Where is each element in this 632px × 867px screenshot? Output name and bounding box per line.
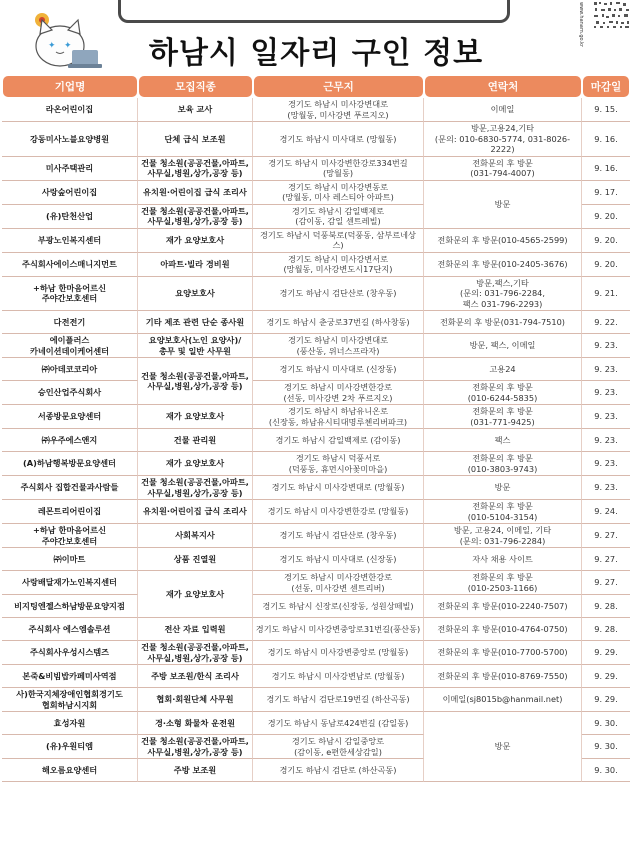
cell-location: 경기도 하남시 미사강변서로 (망월동, 미사강변도시17단지) <box>253 253 424 277</box>
table-row <box>2 429 630 452</box>
cell-deadline: 9. 23. <box>582 405 630 429</box>
cell-contact: 전화문의 후 방문(010-2405-3676) <box>424 253 582 277</box>
cell-company: 라온어린이집 <box>2 98 138 122</box>
cell-deadline: 9. 28. <box>582 618 630 641</box>
cell-location: 경기도 하남시 검단로19번길 (하산곡동) <box>253 688 424 712</box>
column-header-company: 기업명 <box>2 75 138 98</box>
table-row <box>2 229 630 253</box>
column-header-location: 근무지 <box>253 75 424 98</box>
cell-position: 요양보호사 <box>138 277 253 312</box>
cell-position: 재가 요양보호사 <box>138 229 253 253</box>
cell-location: 경기도 하남시 검단로 (하산곡동) <box>253 759 424 782</box>
cell-deadline: 9. 30. <box>582 759 630 782</box>
table-row <box>2 452 630 476</box>
cell-contact: 방문,고용24,기타 (문의: 010-6830-5774, 031-8026-2222) <box>424 122 582 157</box>
cell-contact: 전화문의 후 방문 (031-771-9425) <box>424 405 582 429</box>
cell-deadline: 9. 27. <box>582 548 630 571</box>
cell-position: 사회복지사 <box>138 524 253 548</box>
cell-deadline: 9. 17. <box>582 181 630 205</box>
cell-company: 레몬트리어린이집 <box>2 500 138 524</box>
cell-deadline: 9. 23. <box>582 381 630 405</box>
cell-position: 유치원·어린이집 급식 조리사 <box>138 181 253 205</box>
cell-position: 단체 급식 보조원 <box>138 122 253 157</box>
table-row <box>2 548 630 571</box>
cell-contact: 고용24 <box>424 358 582 381</box>
cell-deadline: 9. 21. <box>582 277 630 312</box>
table-row <box>2 500 630 524</box>
cell-deadline: 9. 29. <box>582 688 630 712</box>
cell-company: 주식회사 집합건물과사람들 <box>2 476 138 500</box>
cell-contact: 전화문의 후 방문(010-7700-5700) <box>424 641 582 665</box>
cell-position: 건물 관리원 <box>138 429 253 452</box>
table-row <box>2 334 630 358</box>
cell-location: 경기도 하남시 감일백제로 (감이동, 감일 센트레빌) <box>253 205 424 229</box>
cell-company: 해오름요양센터 <box>2 759 138 782</box>
table-row <box>2 641 630 665</box>
cell-location: 경기도 하남시 미사대로 (신장동) <box>253 358 424 381</box>
table-row <box>2 595 630 618</box>
cell-contact: 전화문의 후 방문 (010-5104-3154) <box>424 500 582 524</box>
cell-position: 건물 청소원(공공건물,아파트, 사무실,병원,상가,공장 등) <box>138 205 253 229</box>
cell-contact: 전화문의 후 방문 (010-2503-1166) <box>424 571 582 595</box>
cell-location: 경기도 하남시 미사강변한강로 (망월동) <box>253 500 424 524</box>
cell-position: 건물 청소원(공공건물,아파트, 사무실,병원,상가,공장 등) <box>138 476 253 500</box>
cell-position: 건물 청소원(공공건물,아파트, 사무실,병원,상가,공장 등) <box>138 157 253 181</box>
cell-deadline: 9. 20. <box>582 253 630 277</box>
cell-contact: 전화문의 후 방문(010-4764-0750) <box>424 618 582 641</box>
cell-contact: 전화문의 후 방문 (031-794-4007) <box>424 157 582 181</box>
cell-contact: 전화문의 후 방문(031-794-7510) <box>424 311 582 334</box>
cell-position: 경·소형 화물차 운전원 <box>138 712 253 735</box>
table-row <box>2 358 630 381</box>
cell-company: 효성자원 <box>2 712 138 735</box>
cell-deadline: 9. 30. <box>582 712 630 735</box>
cell-company: +하남 한마음어르신 주야간보호센터 <box>2 277 138 312</box>
cell-deadline: 9. 29. <box>582 665 630 688</box>
cell-contact: 전화문의 후 방문(010-2240-7507) <box>424 595 582 618</box>
cell-position: 주방 보조원/한식 조리사 <box>138 665 253 688</box>
cell-deadline: 9. 23. <box>582 452 630 476</box>
table-row <box>2 381 630 405</box>
cell-deadline: 9. 16. <box>582 157 630 181</box>
cell-contact: 방문, 팩스, 이메일 <box>424 334 582 358</box>
cell-position: 건물 청소원(공공건물,아파트, 사무실,병원,상가,공장 등) <box>138 641 253 665</box>
cell-position: 재가 요양보호사 <box>138 571 253 618</box>
cell-location: 경기도 하남시 미사강변남로 (망월동) <box>253 665 424 688</box>
cell-deadline: 9. 27. <box>582 571 630 595</box>
table-row <box>2 571 630 595</box>
svg-text:✦: ✦ <box>48 41 56 51</box>
table-row <box>2 253 630 277</box>
cell-company: 사랑숲어린이집 <box>2 181 138 205</box>
cell-company: +하남 한마음어르신 주야간보호센터 <box>2 524 138 548</box>
cell-contact: 전화문의 후 방문(010-4565-2599) <box>424 229 582 253</box>
table-row <box>2 181 630 205</box>
cell-contact: 이메일(sj8015b@hanmail.net) <box>424 688 582 712</box>
cell-position: 아파트·빌라 경비원 <box>138 253 253 277</box>
cell-location: 경기도 하남시 감일중앙로 (감이동, e편한세상감일) <box>253 735 424 759</box>
cell-company: 주식회사에이스매니지먼트 <box>2 253 138 277</box>
cell-location: 경기도 하남시 미사강변한강로334번길 (망월동) <box>253 157 424 181</box>
qr-code-icon <box>592 0 632 30</box>
cell-location: 경기도 하남시 미사강변중앙로 (망월동) <box>253 641 424 665</box>
cell-company: (A)하남행복방문요양센터 <box>2 452 138 476</box>
cell-position: 건물 청소원(공공건물,아파트, 사무실,병원,상가,공장 등) <box>138 358 253 405</box>
cell-deadline: 9. 23. <box>582 429 630 452</box>
cell-company: 주식회사우성시스템즈 <box>2 641 138 665</box>
cell-location: 경기도 하남시 미사강변대로 (망월동, 미사강변 푸르지오) <box>253 98 424 122</box>
cell-deadline: 9. 15. <box>582 98 630 122</box>
cell-deadline: 9. 28. <box>582 595 630 618</box>
cell-company: 주식회사 에스엠솔루션 <box>2 618 138 641</box>
cell-company: 미사주택관리 <box>2 157 138 181</box>
cell-position: 건물 청소원(공공건물,아파트, 사무실,병원,상가,공장 등) <box>138 735 253 759</box>
cell-company: 강동미사노블요양병원 <box>2 122 138 157</box>
cell-location: 경기도 하남시 검단산로 (창우동) <box>253 524 424 548</box>
cell-location: 경기도 하남시 미사강변대로 (망월동) <box>253 476 424 500</box>
cell-position: 전산 자료 입력원 <box>138 618 253 641</box>
table-row <box>2 98 630 122</box>
cell-deadline: 9. 23. <box>582 476 630 500</box>
cell-contact: 자사 채용 사이트 <box>424 548 582 571</box>
cell-position: 요양보호사(노인 요양사)/ 총무 및 일반 사무원 <box>138 334 253 358</box>
cell-location: 경기도 하남시 미사강변동로 (망월동, 미사 레스티아 아파트) <box>253 181 424 205</box>
cell-contact: 이메일 <box>424 98 582 122</box>
table-row <box>2 122 630 157</box>
cell-company: ㈜이마트 <box>2 548 138 571</box>
header-tab-shape <box>118 0 510 23</box>
cell-location: 경기도 하남시 신장로(신장동, 성원상떼빌) <box>253 595 424 618</box>
cell-position: 상품 진열원 <box>138 548 253 571</box>
side-url-text: www.hanam.go.kr <box>578 2 584 48</box>
cell-deadline: 9. 27. <box>582 524 630 548</box>
cell-deadline: 9. 23. <box>582 358 630 381</box>
cell-position: 협회·회원단체 사무원 <box>138 688 253 712</box>
cell-position: 주방 보조원 <box>138 759 253 782</box>
cell-position: 기타 제조 관련 단순 종사원 <box>138 311 253 334</box>
cell-contact: 방문,팩스,기타 (문의: 031-796-2284, 팩스 031-796-2293) <box>424 277 582 312</box>
column-header-contact: 연락처 <box>424 75 582 98</box>
cell-company: ㈜아데코코리아 <box>2 358 138 381</box>
table-row <box>2 157 630 181</box>
cell-deadline: 9. 23. <box>582 334 630 358</box>
cell-company: 사)한국지체장애인협회경기도 협회하남시지회 <box>2 688 138 712</box>
svg-text:✦: ✦ <box>64 41 72 51</box>
cell-location: 경기도 하남시 덕풍서로 (덕풍동, 휴먼시아꽃미마을) <box>253 452 424 476</box>
cell-position: 재가 요양보호사 <box>138 405 253 429</box>
cell-contact: 방문 <box>424 181 582 229</box>
table-body <box>2 98 630 782</box>
cell-location: 경기도 하남시 덕풍북로(덕풍동, 삼부르네상스) <box>253 229 424 253</box>
table-row <box>2 476 630 500</box>
cell-location: 경기도 하남시 미사대로 (신장동) <box>253 548 424 571</box>
cell-deadline: 9. 22. <box>582 311 630 334</box>
cell-contact: 방문 <box>424 712 582 782</box>
cell-location: 경기도 하남시 동남로424번길 (감일동) <box>253 712 424 735</box>
job-listings-table <box>2 75 630 782</box>
table-row <box>2 688 630 712</box>
cell-company: ㈜우주에스앤지 <box>2 429 138 452</box>
cell-company: (유)우원티엠 <box>2 735 138 759</box>
cell-contact: 방문 <box>424 476 582 500</box>
cell-location: 경기도 하남시 검단산로 (창우동) <box>253 277 424 312</box>
cell-position: 유치원·어린이집 급식 조리사 <box>138 500 253 524</box>
cell-company: 에이플러스 카네이션데이케어센터 <box>2 334 138 358</box>
cell-location: 경기도 하남시 감일백제로 (감이동) <box>253 429 424 452</box>
cell-company: 부광노인복지센터 <box>2 229 138 253</box>
table-header-row <box>2 75 630 98</box>
cell-location: 경기도 하남시 미사강변대로 (풍산동, 위너스프라자) <box>253 334 424 358</box>
cell-company: 비지팅엔젤스하남방문요양지점 <box>2 595 138 618</box>
cell-location: 경기도 하남시 미사강변중앙로31번길(풍산동) <box>253 618 424 641</box>
column-header-deadline: 마감일 <box>582 75 630 98</box>
cell-contact: 전화문의 후 방문(010-8769-7550) <box>424 665 582 688</box>
cell-company: 다전전기 <box>2 311 138 334</box>
table-row <box>2 405 630 429</box>
cell-location: 경기도 하남시 미사강변한강로 (선동, 미사강변 센트리버) <box>253 571 424 595</box>
table-row <box>2 712 630 735</box>
table-row <box>2 665 630 688</box>
cell-position: 재가 요양보호사 <box>138 452 253 476</box>
cell-contact: 전화문의 후 방문 (010-3803-9743) <box>424 452 582 476</box>
cell-deadline: 9. 30. <box>582 735 630 759</box>
column-header-position: 모집직종 <box>138 75 253 98</box>
table-row <box>2 311 630 334</box>
cell-contact: 방문, 고용24, 이메일, 기타 (문의: 031-796-2284) <box>424 524 582 548</box>
table-row <box>2 277 630 312</box>
table-row <box>2 524 630 548</box>
cell-company: (유)탄천산업 <box>2 205 138 229</box>
cell-company: 사랑배달재가노인복지센터 <box>2 571 138 595</box>
table-row <box>2 618 630 641</box>
page-header <box>0 0 632 74</box>
cell-deadline: 9. 20. <box>582 205 630 229</box>
cell-location: 경기도 하남시 미사강변한강로 (선동, 미사강변 2차 푸르지오) <box>253 381 424 405</box>
cell-company: 서종방문요양센터 <box>2 405 138 429</box>
cell-deadline: 9. 20. <box>582 229 630 253</box>
cell-contact: 전화문의 후 방문 (010-6244-5835) <box>424 381 582 405</box>
cell-company: 본죽&비빔밥카페미사역점 <box>2 665 138 688</box>
cell-deadline: 9. 29. <box>582 641 630 665</box>
cell-contact: 팩스 <box>424 429 582 452</box>
cell-deadline: 9. 24. <box>582 500 630 524</box>
cell-location: 경기도 하남시 춘궁로37번길 (하사창동) <box>253 311 424 334</box>
cell-deadline: 9. 16. <box>582 122 630 157</box>
page-title: 하남시 일자리 구인 정보 <box>148 36 484 71</box>
cell-position: 보육 교사 <box>138 98 253 122</box>
cell-location: 경기도 하남시 미사대로 (망월동) <box>253 122 424 157</box>
cell-location: 경기도 하남시 하남유니온로 (신장동, 하남유시티대명루첸리버파크) <box>253 405 424 429</box>
cell-company: 승인산업주식회사 <box>2 381 138 405</box>
